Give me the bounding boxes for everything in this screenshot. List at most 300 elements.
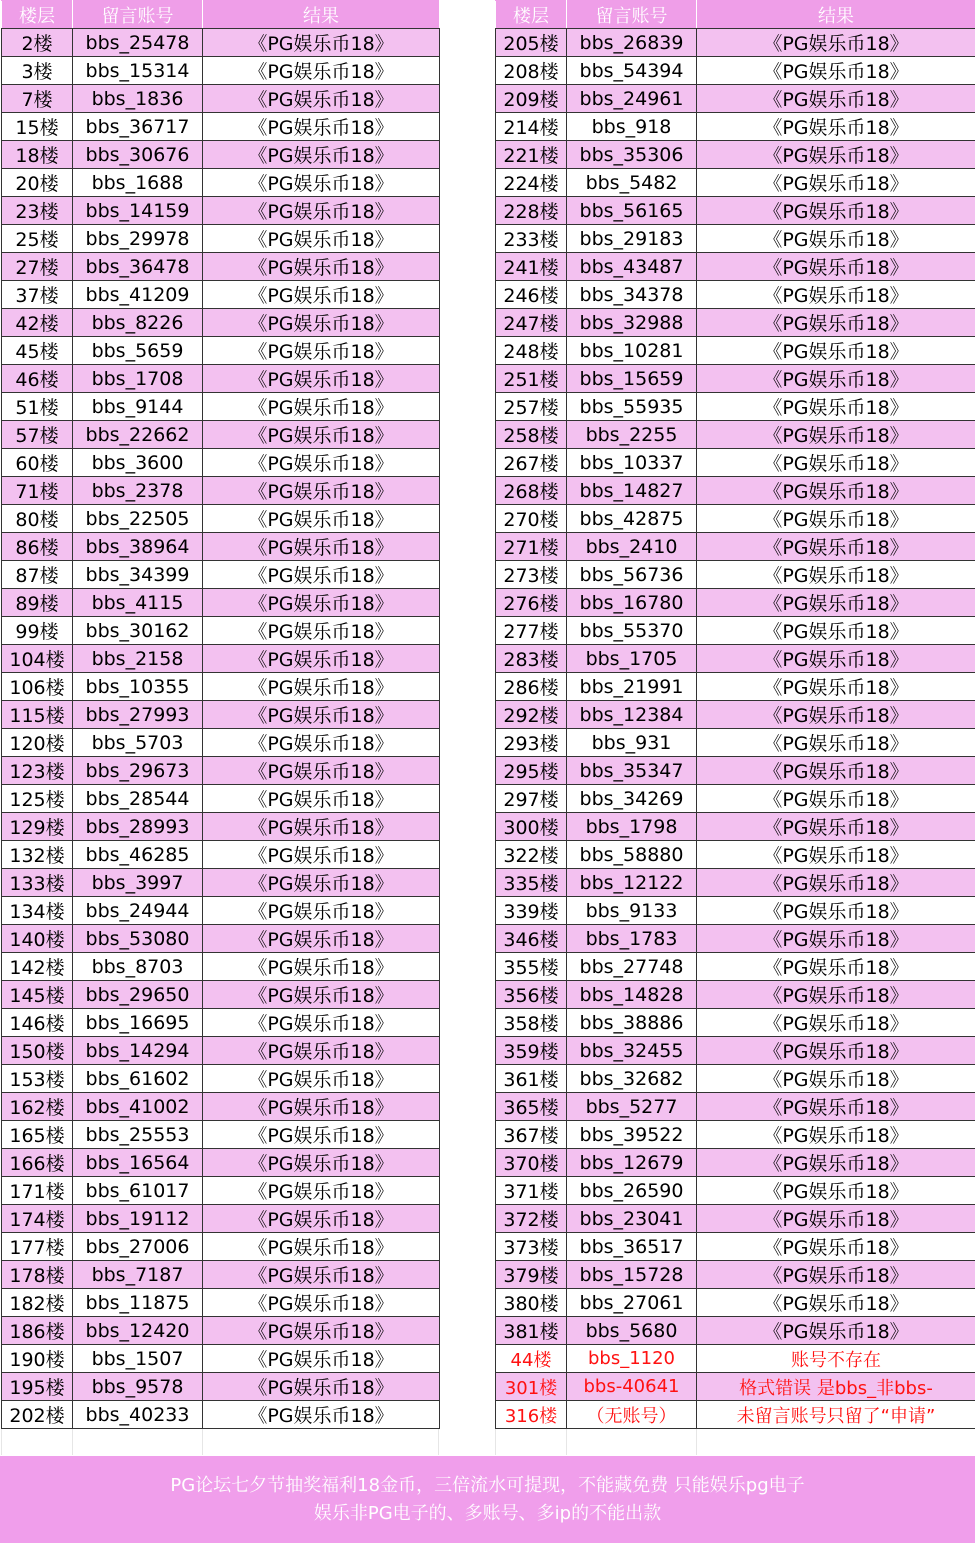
table-row — [2, 869, 440, 897]
floor-cell: 146楼 — [2, 1009, 73, 1037]
account-cell: bbs_2255 — [567, 421, 697, 449]
table-row — [496, 29, 975, 57]
table-row — [2, 1373, 440, 1401]
account-cell: bbs_34399 — [73, 561, 203, 589]
account-cell: bbs_29673 — [73, 757, 203, 785]
account-cell: bbs_34269 — [567, 785, 697, 813]
result-cell: 《PG娱乐币18》 — [697, 225, 975, 253]
result-cell: 《PG娱乐币18》 — [697, 673, 975, 701]
floor-cell: 379楼 — [496, 1261, 567, 1289]
result-cell: 《PG娱乐币18》 — [697, 589, 975, 617]
table-row — [2, 617, 440, 645]
table-row — [496, 1317, 975, 1345]
account-cell: bbs_58880 — [567, 841, 697, 869]
result-cell: 《PG娱乐币18》 — [203, 897, 440, 925]
account-cell: bbs_14159 — [73, 197, 203, 225]
account-cell: bbs_931 — [567, 729, 697, 757]
table-row — [2, 1205, 440, 1233]
floor-cell: 45楼 — [2, 337, 73, 365]
table-row — [496, 57, 975, 85]
table-row — [2, 729, 440, 757]
result-cell: 《PG娱乐币18》 — [203, 253, 440, 281]
floor-cell: 208楼 — [496, 57, 567, 85]
result-cell: 《PG娱乐币18》 — [697, 1205, 975, 1233]
error-row — [496, 1401, 975, 1429]
table-row — [496, 337, 975, 365]
floor-cell: 171楼 — [2, 1177, 73, 1205]
account-cell: bbs_16780 — [567, 589, 697, 617]
error-row — [496, 1373, 975, 1401]
floor-cell: 125楼 — [2, 785, 73, 813]
account-cell: bbs_1507 — [73, 1345, 203, 1373]
result-cell: 《PG娱乐币18》 — [203, 617, 440, 645]
table-row — [2, 589, 440, 617]
table-row — [2, 1121, 440, 1149]
result-cell: 《PG娱乐币18》 — [203, 589, 440, 617]
floor-cell: 295楼 — [496, 757, 567, 785]
account-cell: bbs_11875 — [73, 1289, 203, 1317]
account-cell: bbs_40233 — [73, 1401, 203, 1429]
result-cell: 《PG娱乐币18》 — [697, 757, 975, 785]
account-cell: bbs_22505 — [73, 505, 203, 533]
floor-cell: 361楼 — [496, 1065, 567, 1093]
table-row — [2, 1093, 440, 1121]
result-cell: 《PG娱乐币18》 — [697, 57, 975, 85]
table-row — [2, 1037, 440, 1065]
table-row — [496, 1065, 975, 1093]
table-row — [2, 1065, 440, 1093]
result-cell: 《PG娱乐币18》 — [203, 561, 440, 589]
table-row — [496, 757, 975, 785]
table-row — [496, 673, 975, 701]
header-floor: 楼层 — [496, 1, 567, 29]
table-row — [2, 477, 440, 505]
table-filler-right — [495, 1429, 975, 1455]
account-cell: bbs_1688 — [73, 169, 203, 197]
floor-cell: 271楼 — [496, 533, 567, 561]
header-account: 留言账号 — [567, 1, 697, 29]
table-row — [2, 953, 440, 981]
floor-cell: 214楼 — [496, 113, 567, 141]
result-cell: 《PG娱乐币18》 — [203, 365, 440, 393]
floor-cell: 37楼 — [2, 281, 73, 309]
table-row — [2, 785, 440, 813]
table-row — [496, 925, 975, 953]
account-cell: bbs_12384 — [567, 701, 697, 729]
account-cell: bbs_55935 — [567, 393, 697, 421]
result-cell: 《PG娱乐币18》 — [203, 1037, 440, 1065]
floor-cell: 190楼 — [2, 1345, 73, 1373]
table-row — [496, 953, 975, 981]
table-row — [2, 505, 440, 533]
account-cell: bbs_5277 — [567, 1093, 697, 1121]
floor-cell: 293楼 — [496, 729, 567, 757]
account-cell: bbs_7187 — [73, 1261, 203, 1289]
floor-cell: 359楼 — [496, 1037, 567, 1065]
floor-cell: 15楼 — [2, 113, 73, 141]
table-row — [2, 393, 440, 421]
result-cell: 格式错误 是bbs_非bbs- — [697, 1373, 975, 1401]
floor-cell: 186楼 — [2, 1317, 73, 1345]
floor-cell: 20楼 — [2, 169, 73, 197]
floor-cell: 257楼 — [496, 393, 567, 421]
result-cell: 《PG娱乐币18》 — [697, 1121, 975, 1149]
account-cell: bbs_27748 — [567, 953, 697, 981]
result-cell: 《PG娱乐币18》 — [697, 701, 975, 729]
table-row — [2, 449, 440, 477]
floor-cell: 87楼 — [2, 561, 73, 589]
account-cell: bbs_28544 — [73, 785, 203, 813]
table-row — [496, 701, 975, 729]
result-cell: 《PG娱乐币18》 — [697, 1009, 975, 1037]
result-cell: 《PG娱乐币18》 — [203, 1233, 440, 1261]
floor-cell: 365楼 — [496, 1093, 567, 1121]
result-cell: 《PG娱乐币18》 — [203, 673, 440, 701]
table-row — [496, 421, 975, 449]
floor-cell: 224楼 — [496, 169, 567, 197]
result-cell: 《PG娱乐币18》 — [697, 281, 975, 309]
table-row — [496, 309, 975, 337]
floor-cell: 316楼 — [496, 1401, 567, 1429]
floor-cell: 381楼 — [496, 1317, 567, 1345]
result-cell: 《PG娱乐币18》 — [697, 1037, 975, 1065]
table-row — [496, 1205, 975, 1233]
table-row — [496, 393, 975, 421]
winners-table-left — [1, 0, 440, 1429]
result-cell: 《PG娱乐币18》 — [697, 533, 975, 561]
result-cell: 《PG娱乐币18》 — [697, 729, 975, 757]
footer-line-1: PG论坛七夕节抽奖福利18金币，三倍流水可提现，不能藏免费 只能娱乐pg电子 — [170, 1475, 805, 1496]
floor-cell: 129楼 — [2, 813, 73, 841]
floor-cell: 120楼 — [2, 729, 73, 757]
result-cell: 《PG娱乐币18》 — [697, 1261, 975, 1289]
result-cell: 《PG娱乐币18》 — [203, 29, 440, 57]
result-cell: 《PG娱乐币18》 — [203, 729, 440, 757]
table-row — [2, 365, 440, 393]
account-cell: bbs_39522 — [567, 1121, 697, 1149]
table-row — [496, 281, 975, 309]
account-cell: bbs_28993 — [73, 813, 203, 841]
floor-cell: 162楼 — [2, 1093, 73, 1121]
result-cell: 《PG娱乐币18》 — [203, 1009, 440, 1037]
account-cell: bbs_41209 — [73, 281, 203, 309]
table-filler-left — [1, 1429, 439, 1455]
result-cell: 账号不存在 — [697, 1345, 975, 1373]
account-cell: bbs_14828 — [567, 981, 697, 1009]
floor-cell: 286楼 — [496, 673, 567, 701]
result-cell: 《PG娱乐币18》 — [203, 225, 440, 253]
result-cell: 《PG娱乐币18》 — [203, 869, 440, 897]
floor-cell: 270楼 — [496, 505, 567, 533]
table-row — [496, 253, 975, 281]
result-cell: 《PG娱乐币18》 — [697, 29, 975, 57]
account-cell: bbs_32682 — [567, 1065, 697, 1093]
floor-cell: 132楼 — [2, 841, 73, 869]
floor-cell: 133楼 — [2, 869, 73, 897]
account-cell: bbs_10355 — [73, 673, 203, 701]
table-row — [496, 1121, 975, 1149]
result-cell: 《PG娱乐币18》 — [697, 393, 975, 421]
table-row — [496, 197, 975, 225]
table-row — [2, 421, 440, 449]
account-cell: bbs_41002 — [73, 1093, 203, 1121]
account-cell: bbs_29650 — [73, 981, 203, 1009]
table-row — [496, 561, 975, 589]
table-row — [2, 897, 440, 925]
account-cell: bbs_5703 — [73, 729, 203, 757]
result-cell: 《PG娱乐币18》 — [203, 337, 440, 365]
floor-cell: 205楼 — [496, 29, 567, 57]
account-cell: bbs_3997 — [73, 869, 203, 897]
floor-cell: 51楼 — [2, 393, 73, 421]
result-cell: 《PG娱乐币18》 — [203, 505, 440, 533]
table-row — [496, 365, 975, 393]
result-cell: 《PG娱乐币18》 — [203, 1065, 440, 1093]
floor-cell: 251楼 — [496, 365, 567, 393]
result-cell: 《PG娱乐币18》 — [697, 617, 975, 645]
account-cell: bbs_27006 — [73, 1233, 203, 1261]
account-cell: bbs_5659 — [73, 337, 203, 365]
account-cell: bbs_32455 — [567, 1037, 697, 1065]
floor-cell: 246楼 — [496, 281, 567, 309]
account-cell: bbs_29183 — [567, 225, 697, 253]
result-cell: 《PG娱乐币18》 — [203, 85, 440, 113]
result-cell: 《PG娱乐币18》 — [203, 841, 440, 869]
table-row — [2, 29, 440, 57]
table-row — [2, 813, 440, 841]
table-row — [2, 1149, 440, 1177]
account-cell: bbs_10281 — [567, 337, 697, 365]
table-row — [496, 225, 975, 253]
floor-cell: 370楼 — [496, 1149, 567, 1177]
account-cell: bbs_1705 — [567, 645, 697, 673]
account-cell: bbs_1783 — [567, 925, 697, 953]
account-cell: bbs_36517 — [567, 1233, 697, 1261]
result-cell: 《PG娱乐币18》 — [697, 981, 975, 1009]
account-cell: bbs_3600 — [73, 449, 203, 477]
floor-cell: 301楼 — [496, 1373, 567, 1401]
result-cell: 《PG娱乐币18》 — [697, 337, 975, 365]
account-cell: bbs_1708 — [73, 365, 203, 393]
table-row — [2, 1009, 440, 1037]
account-cell: bbs_53080 — [73, 925, 203, 953]
result-cell: 《PG娱乐币18》 — [697, 1317, 975, 1345]
floor-cell: 195楼 — [2, 1373, 73, 1401]
result-cell: 《PG娱乐币18》 — [697, 1065, 975, 1093]
account-cell: bbs_14294 — [73, 1037, 203, 1065]
result-cell: 《PG娱乐币18》 — [697, 925, 975, 953]
account-cell: bbs_12122 — [567, 869, 697, 897]
account-cell: bbs_36478 — [73, 253, 203, 281]
account-cell: bbs_9133 — [567, 897, 697, 925]
floor-cell: 380楼 — [496, 1289, 567, 1317]
floor-cell: 80楼 — [2, 505, 73, 533]
floor-cell: 134楼 — [2, 897, 73, 925]
table-row — [2, 1345, 440, 1373]
table-row — [496, 113, 975, 141]
table-row — [2, 337, 440, 365]
account-cell: bbs-40641 — [567, 1373, 697, 1401]
floor-cell: 89楼 — [2, 589, 73, 617]
floor-cell: 221楼 — [496, 141, 567, 169]
account-cell: bbs_918 — [567, 113, 697, 141]
account-cell: bbs_42875 — [567, 505, 697, 533]
result-cell: 《PG娱乐币18》 — [203, 477, 440, 505]
result-cell: 《PG娱乐币18》 — [697, 785, 975, 813]
floor-cell: 339楼 — [496, 897, 567, 925]
result-cell: 《PG娱乐币18》 — [203, 1289, 440, 1317]
table-row — [2, 1261, 440, 1289]
account-cell: bbs_12679 — [567, 1149, 697, 1177]
result-cell: 《PG娱乐币18》 — [203, 1261, 440, 1289]
account-cell: bbs_36717 — [73, 113, 203, 141]
table-row — [2, 925, 440, 953]
table-row — [2, 533, 440, 561]
table-row — [496, 1233, 975, 1261]
result-cell: 《PG娱乐币18》 — [203, 645, 440, 673]
result-cell: 《PG娱乐币18》 — [203, 393, 440, 421]
header-result: 结果 — [203, 1, 440, 29]
account-cell: bbs_27993 — [73, 701, 203, 729]
table-row — [2, 1177, 440, 1205]
floor-cell: 258楼 — [496, 421, 567, 449]
floor-cell: 241楼 — [496, 253, 567, 281]
result-cell: 《PG娱乐币18》 — [203, 57, 440, 85]
floor-cell: 25楼 — [2, 225, 73, 253]
account-cell: bbs_25478 — [73, 29, 203, 57]
account-cell: bbs_1120 — [567, 1345, 697, 1373]
result-cell: 《PG娱乐币18》 — [697, 813, 975, 841]
table-row — [2, 57, 440, 85]
table-row — [2, 225, 440, 253]
header-account: 留言账号 — [73, 1, 203, 29]
table-row — [2, 253, 440, 281]
error-row — [496, 1345, 975, 1373]
table-row — [496, 813, 975, 841]
header-row — [496, 1, 975, 29]
floor-cell: 86楼 — [2, 533, 73, 561]
result-cell: 《PG娱乐币18》 — [203, 1177, 440, 1205]
result-cell: 《PG娱乐币18》 — [203, 1121, 440, 1149]
table-row — [2, 1317, 440, 1345]
account-cell: bbs_27061 — [567, 1289, 697, 1317]
floor-cell: 57楼 — [2, 421, 73, 449]
floor-cell: 3楼 — [2, 57, 73, 85]
account-cell: bbs_55370 — [567, 617, 697, 645]
result-cell: 《PG娱乐币18》 — [203, 813, 440, 841]
account-cell: bbs_24944 — [73, 897, 203, 925]
account-cell: bbs_1798 — [567, 813, 697, 841]
account-cell: bbs_16695 — [73, 1009, 203, 1037]
result-cell: 《PG娱乐币18》 — [203, 197, 440, 225]
account-cell: bbs_56165 — [567, 197, 697, 225]
account-cell: bbs_54394 — [567, 57, 697, 85]
account-cell: bbs_15314 — [73, 57, 203, 85]
result-cell: 《PG娱乐币18》 — [697, 561, 975, 589]
table-row — [2, 841, 440, 869]
result-cell: 《PG娱乐币18》 — [203, 925, 440, 953]
floor-cell: 371楼 — [496, 1177, 567, 1205]
result-cell: 《PG娱乐币18》 — [203, 449, 440, 477]
table-row — [2, 141, 440, 169]
account-cell: bbs_35306 — [567, 141, 697, 169]
table-row — [496, 449, 975, 477]
table-row — [496, 1149, 975, 1177]
header-row — [2, 1, 440, 29]
result-cell: 《PG娱乐币18》 — [203, 533, 440, 561]
floor-cell: 346楼 — [496, 925, 567, 953]
floor-cell: 335楼 — [496, 869, 567, 897]
floor-cell: 99楼 — [2, 617, 73, 645]
floor-cell: 276楼 — [496, 589, 567, 617]
account-cell: bbs_24961 — [567, 85, 697, 113]
result-cell: 《PG娱乐币18》 — [203, 785, 440, 813]
result-cell: 《PG娱乐币18》 — [203, 1205, 440, 1233]
footer-line-2: 娱乐非PG电子的、多账号、多ip的不能出款 — [313, 1503, 662, 1524]
result-cell: 《PG娱乐币18》 — [203, 701, 440, 729]
floor-cell: 166楼 — [2, 1149, 73, 1177]
table-row — [496, 785, 975, 813]
account-cell: bbs_15728 — [567, 1261, 697, 1289]
result-cell: 未留言账号只留了“申请” — [697, 1401, 975, 1429]
floor-cell: 104楼 — [2, 645, 73, 673]
account-cell: bbs_14827 — [567, 477, 697, 505]
table-row — [496, 1261, 975, 1289]
floor-cell: 202楼 — [2, 1401, 73, 1429]
result-cell: 《PG娱乐币18》 — [697, 953, 975, 981]
floor-cell: 355楼 — [496, 953, 567, 981]
table-row — [496, 869, 975, 897]
table-row — [2, 757, 440, 785]
table-row — [496, 1037, 975, 1065]
account-cell: （无账号） — [567, 1401, 697, 1429]
result-cell: 《PG娱乐币18》 — [203, 1373, 440, 1401]
table-row — [496, 897, 975, 925]
floor-cell: 283楼 — [496, 645, 567, 673]
account-cell: bbs_8703 — [73, 953, 203, 981]
table-row — [496, 1009, 975, 1037]
floor-cell: 182楼 — [2, 1289, 73, 1317]
table-row — [2, 85, 440, 113]
result-cell: 《PG娱乐币18》 — [697, 1177, 975, 1205]
result-cell: 《PG娱乐币18》 — [697, 1289, 975, 1317]
floor-cell: 356楼 — [496, 981, 567, 1009]
floor-cell: 373楼 — [496, 1233, 567, 1261]
result-cell: 《PG娱乐币18》 — [697, 1093, 975, 1121]
table-row — [2, 1233, 440, 1261]
account-cell: bbs_61017 — [73, 1177, 203, 1205]
result-cell: 《PG娱乐币18》 — [697, 505, 975, 533]
floor-cell: 174楼 — [2, 1205, 73, 1233]
table-row — [2, 169, 440, 197]
result-cell: 《PG娱乐币18》 — [697, 365, 975, 393]
floor-cell: 71楼 — [2, 477, 73, 505]
account-cell: bbs_9578 — [73, 1373, 203, 1401]
table-row — [496, 589, 975, 617]
result-cell: 《PG娱乐币18》 — [697, 1233, 975, 1261]
table-row — [496, 981, 975, 1009]
account-cell: bbs_30676 — [73, 141, 203, 169]
result-cell: 《PG娱乐币18》 — [203, 113, 440, 141]
account-cell: bbs_12420 — [73, 1317, 203, 1345]
result-cell: 《PG娱乐币18》 — [203, 1317, 440, 1345]
account-cell: bbs_43487 — [567, 253, 697, 281]
floor-cell: 140楼 — [2, 925, 73, 953]
floor-cell: 297楼 — [496, 785, 567, 813]
floor-cell: 322楼 — [496, 841, 567, 869]
result-cell: 《PG娱乐币18》 — [697, 1149, 975, 1177]
table-row — [2, 561, 440, 589]
